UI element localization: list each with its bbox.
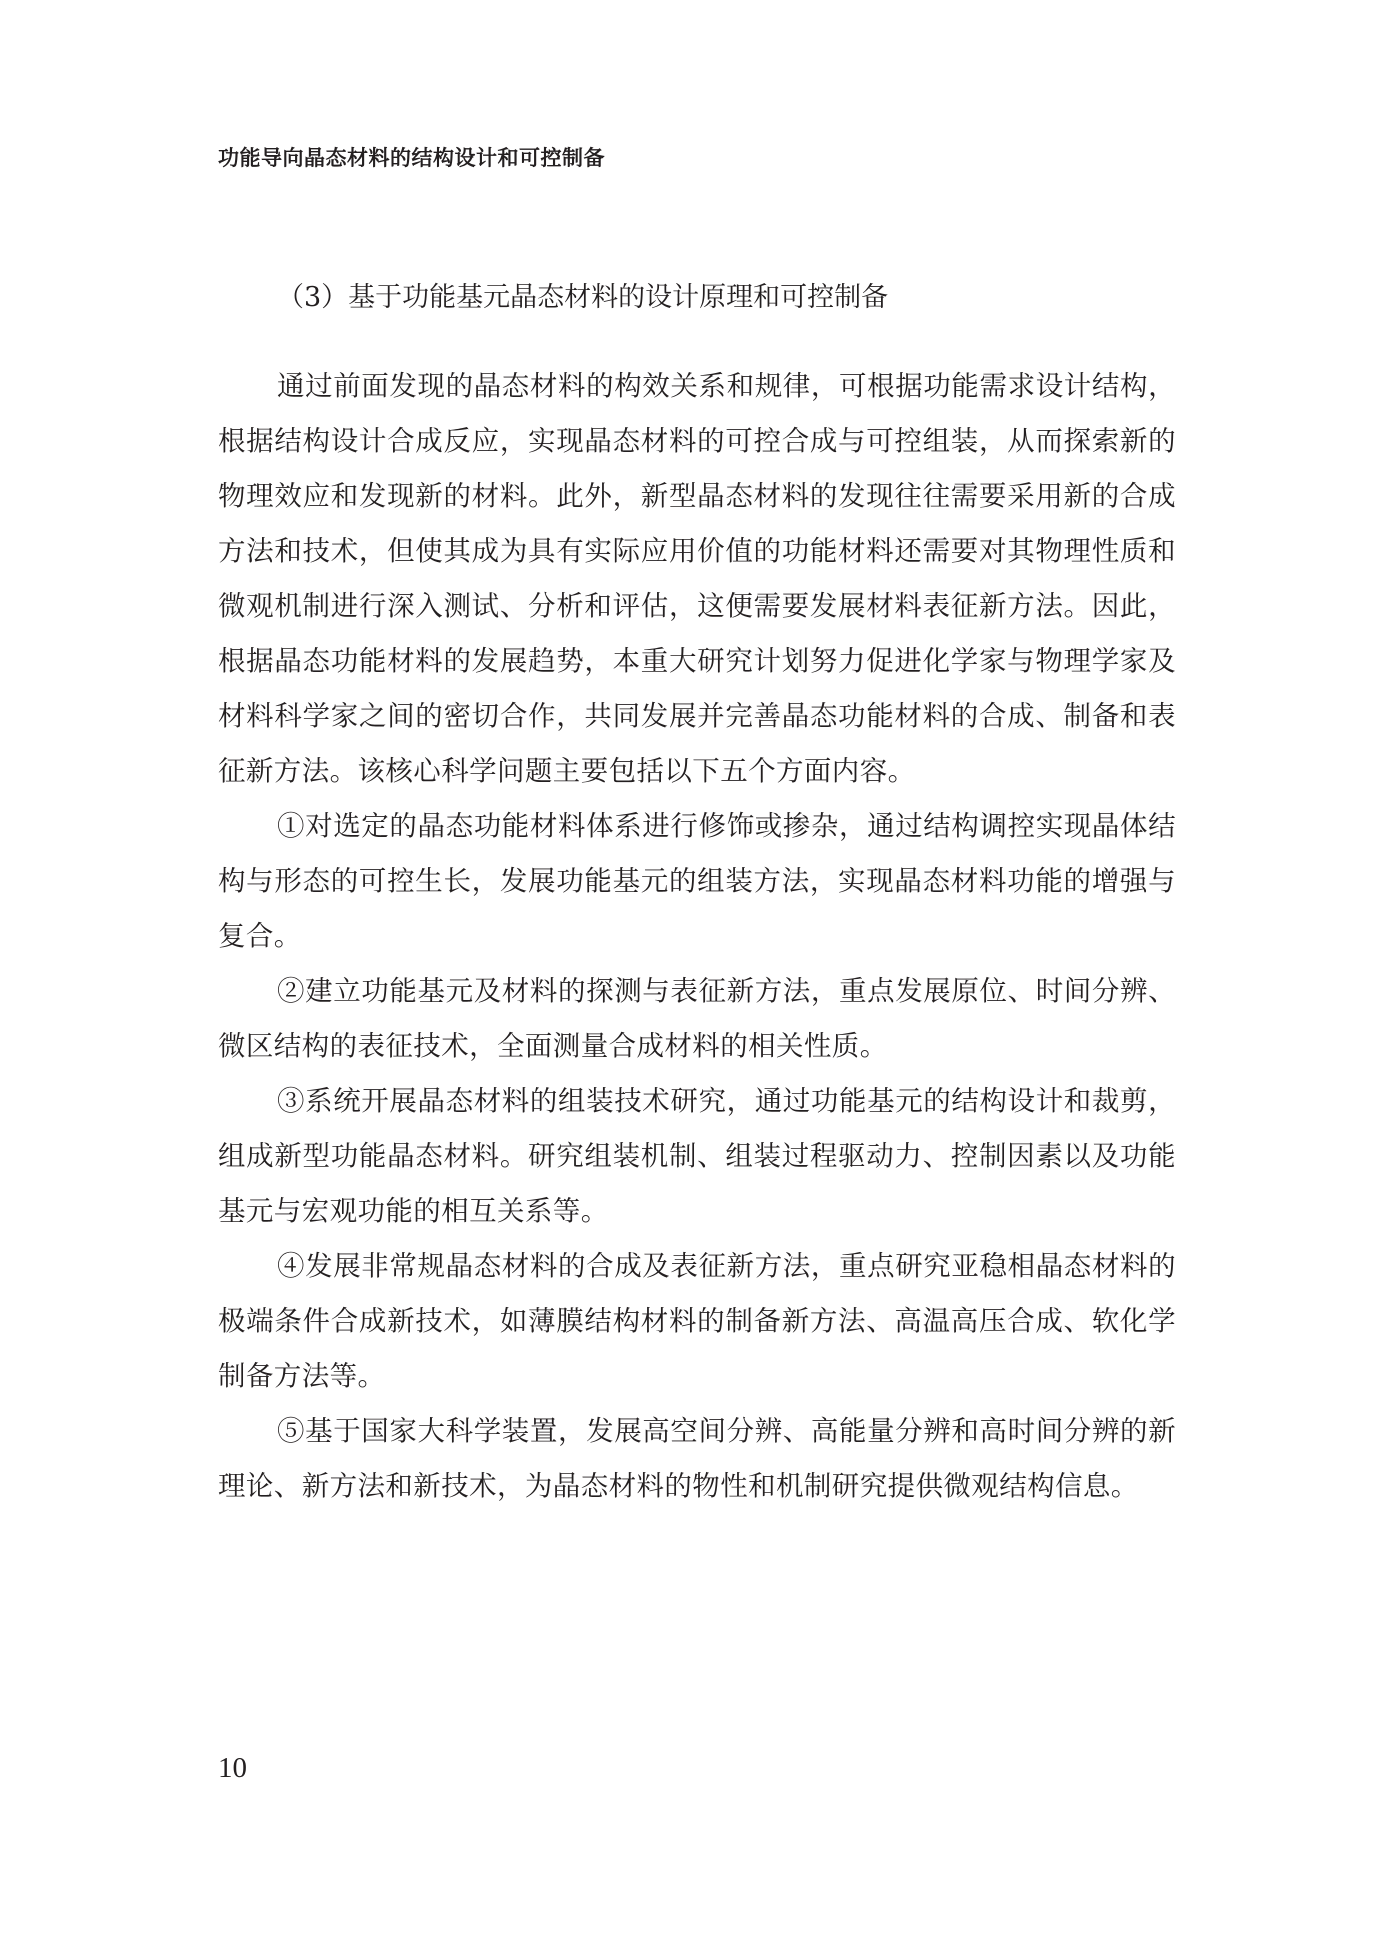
paragraph-item-3: ③系统开展晶态材料的组装技术研究，通过功能基元的结构设计和裁剪，组成新型功能晶态材料。研究组装机制、组装过程驱动力、控制因素以及功能基元与宏观功能的相互关系等。 <box>218 1085 1176 1227</box>
paragraph-item-5: ⑤基于国家大科学装置，发展高空间分辨、高能量分辨和高时间分辨的新理论、新方法和新技术，为晶态材料的物性和机制研究提供微观结构信息。 <box>218 1415 1176 1502</box>
paragraph-item-4: ④发展非常规晶态材料的合成及表征新方法，重点研究亚稳相晶态材料的极端条件合成新技术，如薄膜结构材料的制备新方法、高温高压合成、软化学制备方法等。 <box>218 1250 1176 1392</box>
page-number: 10 <box>218 1752 247 1784</box>
paragraph-item-1: ①对选定的晶态功能材料体系进行修饰或掺杂，通过结构调控实现晶体结构与形态的可控生长，发展功能基元的组装方法，实现晶态材料功能的增强与复合。 <box>218 810 1176 952</box>
paragraph-intro: 通过前面发现的晶态材料的构效关系和规律，可根据功能需求设计结构，根据结构设计合成反应，实现晶态材料的可控合成与可控组装，从而探索新的物理效应和发现新的材料。此外，新型晶态材料的发现往往需要采用新的合成方法和技术，但使其成为具有实际应用价值的功能材料还需要对其物理性质和微观机制进行深入测试、分析和评估，这便需要发展材料表征新方法。因此，根据晶态功能材料的发展趋势，本重大研究计划努力促进化学家与物理学家及材料科学家之间的密切合作，共同发展并完善晶态功能材料的合成、制备和表征新方法。该核心科学问题主要包括以下五个方面内容。 <box>218 370 1176 787</box>
body-text <box>218 359 1176 1514</box>
section-heading: （3）基于功能基元晶态材料的设计原理和可控制备 <box>277 282 889 313</box>
paragraph-item-2: ②建立功能基元及材料的探测与表征新方法，重点发展原位、时间分辨、微区结构的表征技术，全面测量合成材料的相关性质。 <box>218 975 1176 1062</box>
running-header-title: 功能导向晶态材料的结构设计和可控制备 <box>218 146 605 170</box>
